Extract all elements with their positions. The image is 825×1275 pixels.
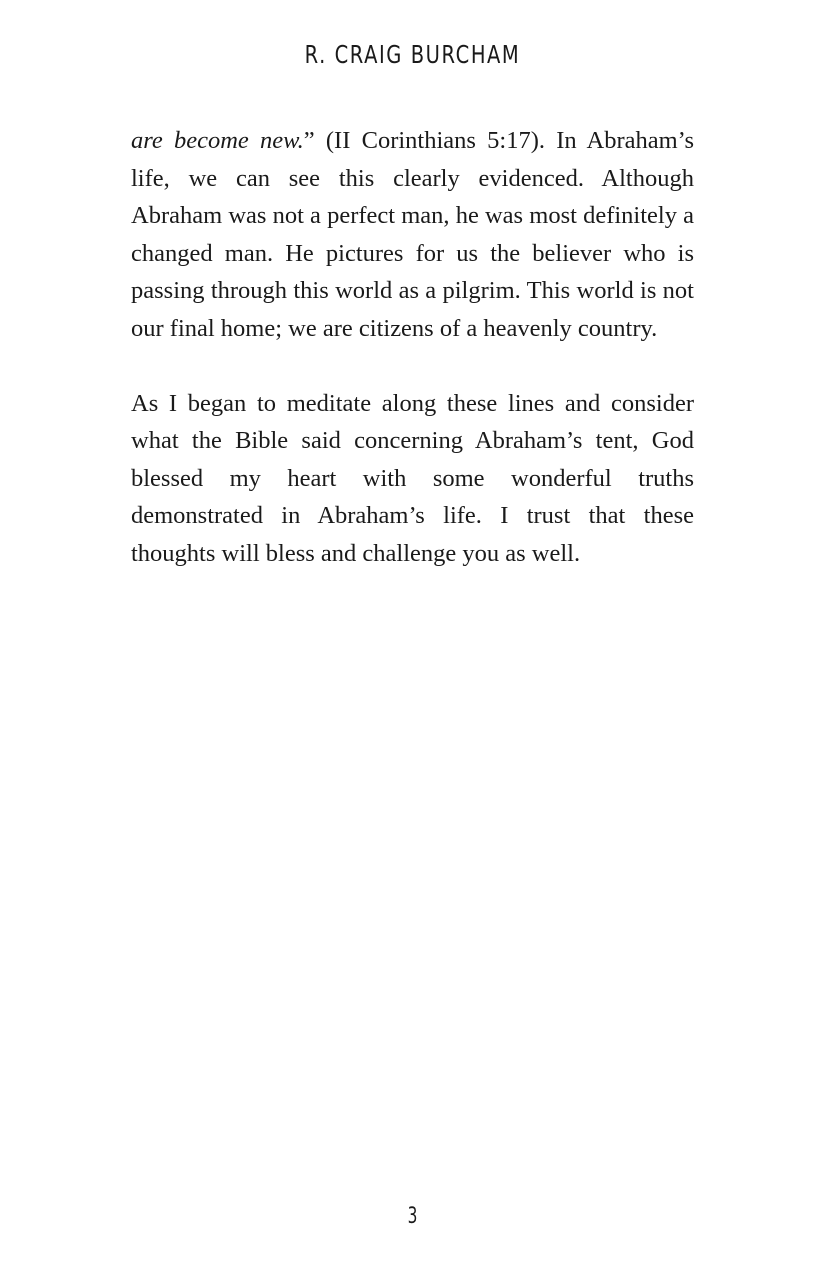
- paragraph-2: As I began to meditate along these lines and consider what the Bible said concerning Abraham’s tent, God blessed my heart with some wonderful truths demonstrated in Abraham’s life. I trust that these thoughts will bless and challenge you as well.: [131, 389, 694, 567]
- paragraph-1: [131, 122, 694, 347]
- scripture-italic-lead: are become new.: [131, 127, 304, 154]
- body-text: [131, 122, 694, 610]
- page-number: 3: [407, 1204, 418, 1229]
- running-head: R. CRAIG BURCHAM: [304, 40, 521, 69]
- paragraph-1-text: ” (II Corinthians 5:17). In Abraham’s life, we can see this clearly evidenced. Although Abraham was not a perfect man, he was most definitely a changed man. He pictures for us the believer who is passing through this world as a pilgrim. This world is not our final home; we are citizens of a heavenly country.: [131, 127, 694, 342]
